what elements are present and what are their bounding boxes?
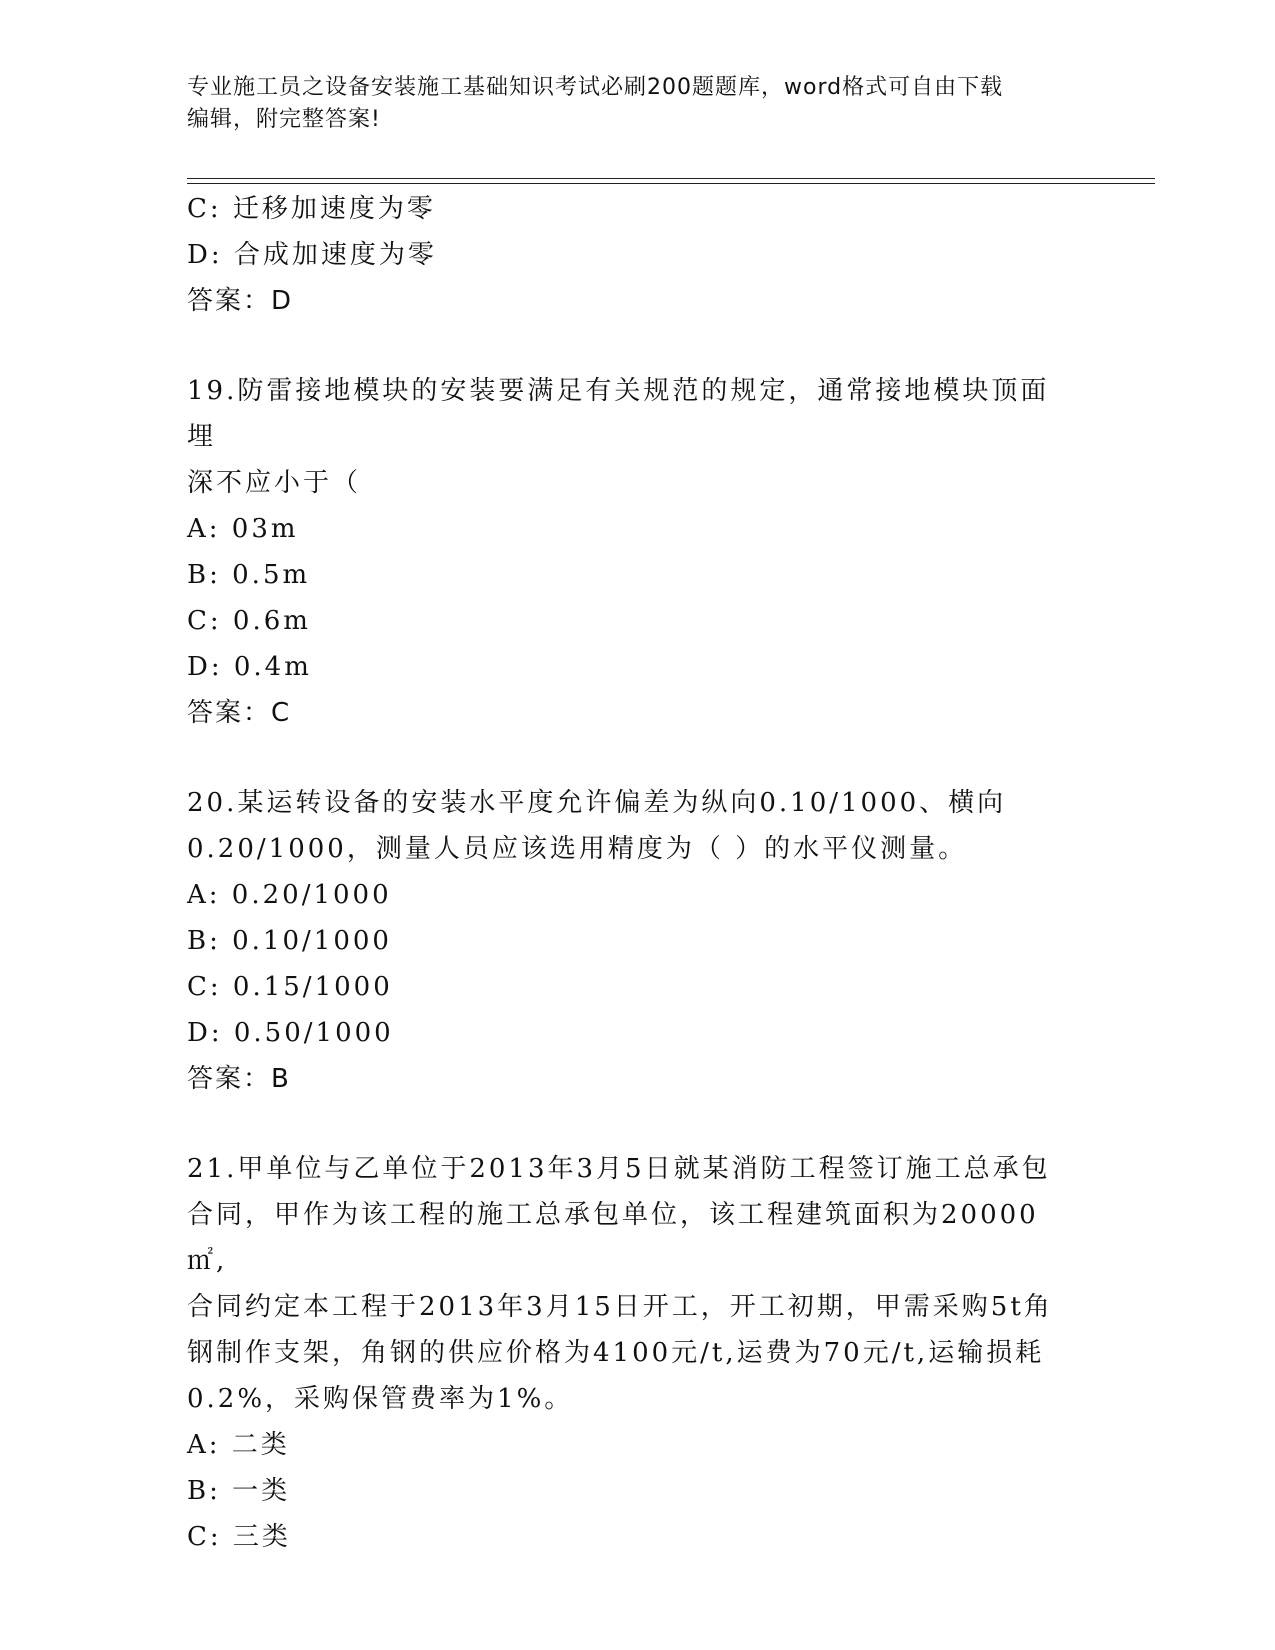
option-d: D: 0.50/1000 [187, 1018, 394, 1048]
question-20 [187, 780, 1087, 1102]
question-21 [187, 1146, 1087, 1560]
answer-line: 答案：B [187, 1064, 291, 1094]
answer-line: 答案：C [187, 698, 292, 728]
option-b: B: 一类 [187, 1476, 291, 1506]
option-a: A: 03m [187, 514, 299, 544]
question-text-line: 0.2%，采购保管费率为1%。 [187, 1384, 574, 1414]
question-text-line: 20.某运转设备的安装水平度允许偏差为纵向0.10/1000、横向 [187, 788, 1007, 818]
option-a: A: 0.20/1000 [187, 880, 392, 910]
question-text-line: 0.20/1000，测量人员应该选用精度为（ ）的水平仪测量。 [187, 834, 968, 864]
question-19 [187, 368, 1087, 736]
question-text [187, 780, 1067, 872]
answer-line: 答案：D [187, 286, 294, 316]
option-c: C: 三类 [187, 1522, 291, 1552]
option-a: A: 二类 [187, 1430, 290, 1460]
option-c: C: 迁移加速度为零 [187, 194, 436, 224]
option-d: D: 合成加速度为零 [187, 240, 437, 270]
question-text-line: 合同约定本工程于2013年3月15日开工，开工初期，甲需采购5t角 [187, 1292, 1053, 1322]
question-list [187, 186, 1087, 1560]
question-text [187, 1146, 1067, 1422]
question-text-line: 21.甲单位与乙单位于2013年3月5日就某消防工程签订施工总承包 [187, 1154, 1051, 1184]
option-b: B: 0.5m [187, 560, 311, 590]
question-text [187, 368, 1067, 506]
header-line-2: 编辑，附完整答案! [187, 107, 381, 132]
previous-question-tail [187, 186, 1087, 324]
question-text-line: 19.防雷接地模块的安装要满足有关规范的规定，通常接地模块顶面埋 [187, 376, 1050, 452]
header-line-1: 专业施工员之设备安装施工基础知识考试必刷200题题库，word格式可自由下载 [187, 75, 1004, 100]
option-d: D: 0.4m [187, 652, 312, 682]
document-header [187, 72, 1067, 136]
header-divider [187, 178, 1155, 184]
question-text-line: 合同，甲作为该工程的施工总承包单位，该工程建筑面积为20000㎡, [187, 1200, 1039, 1276]
question-text-line: 深不应小于（ [187, 468, 362, 498]
option-c: C: 0.15/1000 [187, 972, 393, 1002]
option-c: C: 0.6m [187, 606, 311, 636]
question-text-line: 钢制作支架，角钢的供应价格为4100元/t,运费为70元/t,运输损耗 [187, 1338, 1045, 1368]
option-b: B: 0.10/1000 [187, 926, 392, 956]
